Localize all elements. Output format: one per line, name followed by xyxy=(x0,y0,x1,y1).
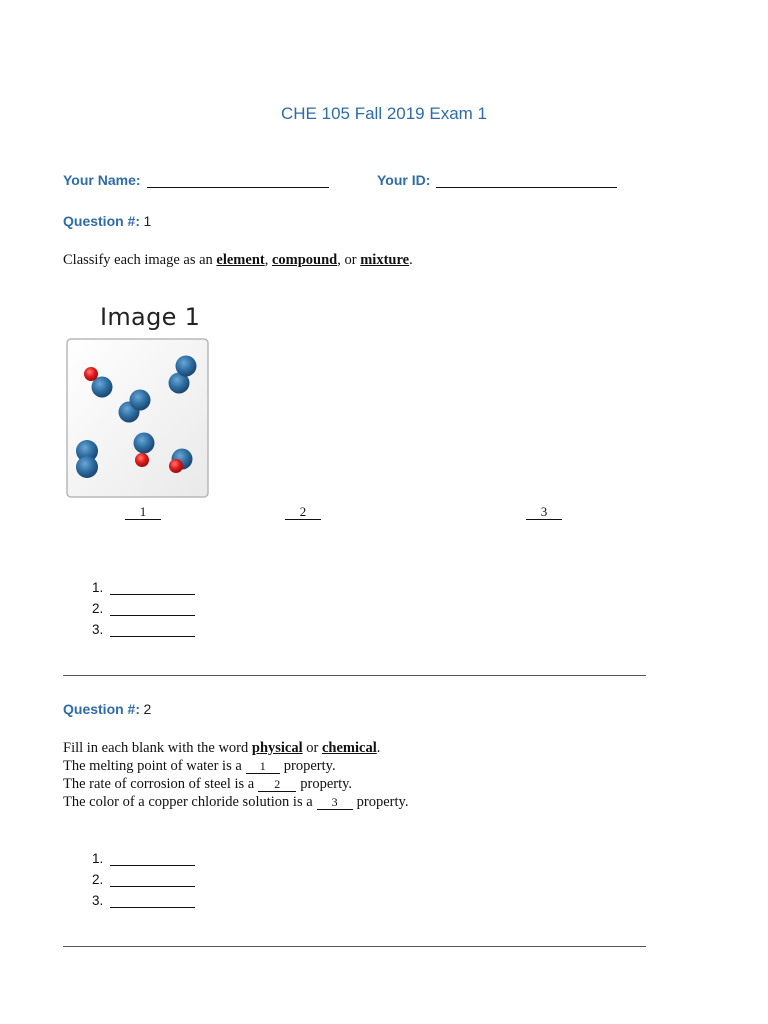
answer-row xyxy=(92,887,195,908)
statement-text: The melting point of water is a xyxy=(63,758,242,774)
question-1-number: 1 xyxy=(143,213,152,229)
id-input-line[interactable] xyxy=(436,173,617,188)
statement-3 xyxy=(63,793,408,811)
answer-row xyxy=(92,616,195,637)
answer-line[interactable] xyxy=(110,895,195,908)
id-field xyxy=(377,172,617,188)
id-label: Your ID: xyxy=(377,172,431,188)
question-2-number: 2 xyxy=(143,701,152,717)
prompt-suffix: . xyxy=(409,252,413,268)
question-1-heading xyxy=(63,213,151,231)
separator: or xyxy=(302,740,322,756)
question-2-body xyxy=(63,739,408,811)
statement-text: property. xyxy=(356,794,409,810)
question-1-answers xyxy=(92,574,195,637)
exam-title: CHE 105 Fall 2019 Exam 1 xyxy=(281,104,487,123)
answer-number: 2. xyxy=(92,601,104,616)
statement-text: The rate of corrosion of steel is a xyxy=(63,776,255,792)
question-2-label: Question #: xyxy=(63,701,141,717)
keyword-element: element xyxy=(216,252,265,268)
name-label: Your Name: xyxy=(63,172,141,188)
statement-text: property. xyxy=(300,776,353,792)
statement-blank-1: 1 xyxy=(246,760,280,774)
answer-row xyxy=(92,866,195,887)
statement-blank-2: 2 xyxy=(258,778,296,792)
prompt-suffix: . xyxy=(376,740,381,756)
statement-1 xyxy=(63,757,408,775)
answer-line[interactable] xyxy=(110,582,195,595)
keyword-compound: compound xyxy=(271,252,338,268)
keyword-chemical: chemical xyxy=(321,740,377,756)
answer-number: 3. xyxy=(92,622,104,637)
statement-blank-3: 3 xyxy=(317,796,353,810)
statement-text: The color of a copper chloride solution is a xyxy=(63,794,313,810)
answer-line[interactable] xyxy=(110,874,195,887)
blank-3: 3 xyxy=(526,505,562,520)
question-1-prompt xyxy=(63,251,413,269)
keyword-mixture: mixture xyxy=(360,252,410,268)
statement-2 xyxy=(63,775,408,793)
question-2-prompt xyxy=(63,739,408,757)
image-1-caption: Image 1 xyxy=(100,303,201,331)
answer-row xyxy=(92,595,195,616)
answer-line[interactable] xyxy=(110,624,195,637)
answer-row xyxy=(92,574,195,595)
keyword-physical: physical xyxy=(251,740,303,756)
section-divider xyxy=(63,946,646,947)
answer-line[interactable] xyxy=(110,603,195,616)
statement-text: property. xyxy=(283,758,336,774)
prompt-text: Classify each image as an xyxy=(63,252,217,268)
name-field xyxy=(63,172,329,188)
answer-number: 1. xyxy=(92,851,104,866)
question-2-heading xyxy=(63,701,151,719)
answer-line[interactable] xyxy=(110,853,195,866)
blank-1: 1 xyxy=(125,505,161,520)
blank-2: 2 xyxy=(285,505,321,520)
question-2-answers xyxy=(92,845,195,908)
separator: , xyxy=(264,252,272,268)
answer-number: 3. xyxy=(92,893,104,908)
answer-number: 2. xyxy=(92,872,104,887)
separator: , or xyxy=(337,252,361,268)
section-divider xyxy=(63,675,646,676)
name-input-line[interactable] xyxy=(147,173,329,188)
image-1-molecules xyxy=(66,338,209,498)
prompt-text: Fill in each blank with the word xyxy=(63,740,252,756)
answer-number: 1. xyxy=(92,580,104,595)
question-1-label: Question #: xyxy=(63,213,141,229)
answer-row xyxy=(92,845,195,866)
